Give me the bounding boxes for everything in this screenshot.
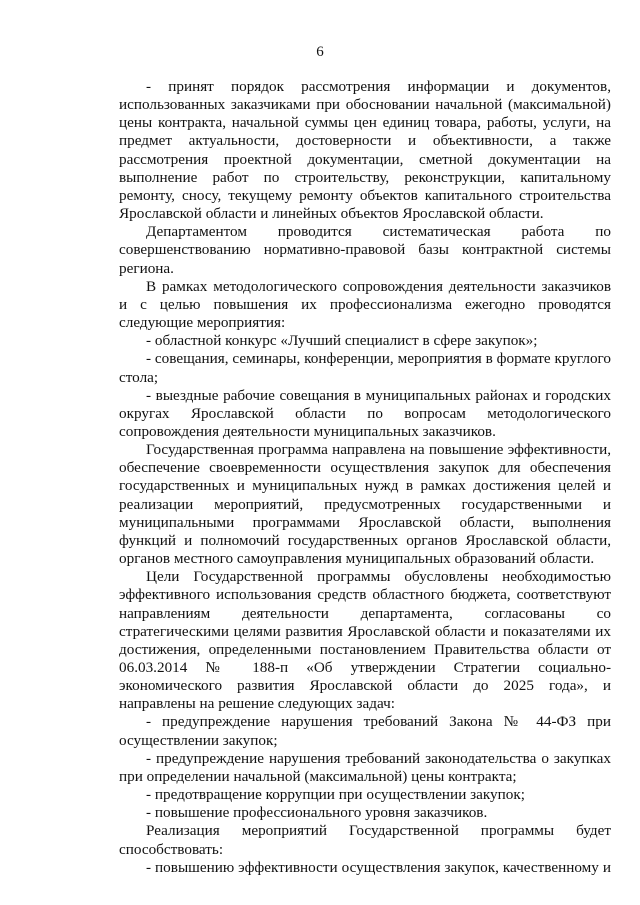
paragraph: - предупреждение нарушения требований Закона № 44-ФЗ при осуществлении закупок;: [119, 713, 611, 749]
paragraph: - областной конкурс «Лучший специалист в сфере закупок»;: [146, 332, 538, 350]
paragraph: - выездные рабочие совещания в муниципальных районах и городских округах Ярославской области по вопросам методологического сопровождения деятельности муниципальных заказчиков.: [119, 386, 611, 440]
paragraph: Реализация мероприятий Государственной программы будет способствовать:: [119, 822, 611, 858]
paragraph: Государственная программа направлена на повышение эффективности, обеспечение своевременности осуществления закупок для обеспечения государственных и муниципальных нужд в рамках достижения целей и реализации мероприятий, предусмотренных государственными и муниципальными программами Ярославской области, выполнения функций и полномочий государственных органов Ярославской области, органов местного самоуправления муниципальных образований области.: [119, 441, 611, 568]
paragraph: В рамках методологического сопровождения деятельности заказчиков и с целью повышения их профессионализма ежегодно проводятся следующие мероприятия:: [119, 277, 611, 332]
paragraph: - принят порядок рассмотрения информации и документов, использованных заказчиками при обосновании начальной (максимальной) цены контракта, начальной суммы цен единиц товара, работы, услуги, на предмет актуальности, достоверности и объективности, а также рассмотрения проектной документации, сметной документации на выполнение работ по строительству, реконструкции, капитальному ремонту, сносу, текущему ремонту объектов капитального строительства Ярославской области и линейных объектов Ярославской области.: [119, 78, 611, 223]
paragraph: - повышению эффективности осуществления закупок, качественному и: [146, 858, 611, 876]
paragraph: - предотвращение коррупции при осуществлении закупок;: [146, 786, 525, 804]
paragraph: - совещания, семинары, конференции, мероприятия в формате круглого стола;: [119, 350, 611, 386]
paragraph: Цели Государственной программы обусловлены необходимостью эффективного использования средств областного бюджета, соответствуют направлениям деятельности департамента, согласованы со стратегическими целями развития Ярославской области и показателями их достижения, определенными постановлением Правительства области от 06.03.2014 № 188-п «Об утверждении Стратегии социально-экономического развития Ярославской области до 2025 года», и направлены на решение следующих задач:: [119, 568, 611, 713]
document-body: [119, 78, 611, 877]
paragraph: - предупреждение нарушения требований законодательства о закупках при определении начальной (максимальной) цены контракта;: [119, 749, 611, 785]
page-number: 6: [316, 44, 324, 60]
paragraph: - повышение профессионального уровня заказчиков.: [146, 804, 488, 822]
paragraph: Департаментом проводится систематическая работа по совершенствованию нормативно-правовой базы контрактной системы региона.: [119, 223, 611, 277]
